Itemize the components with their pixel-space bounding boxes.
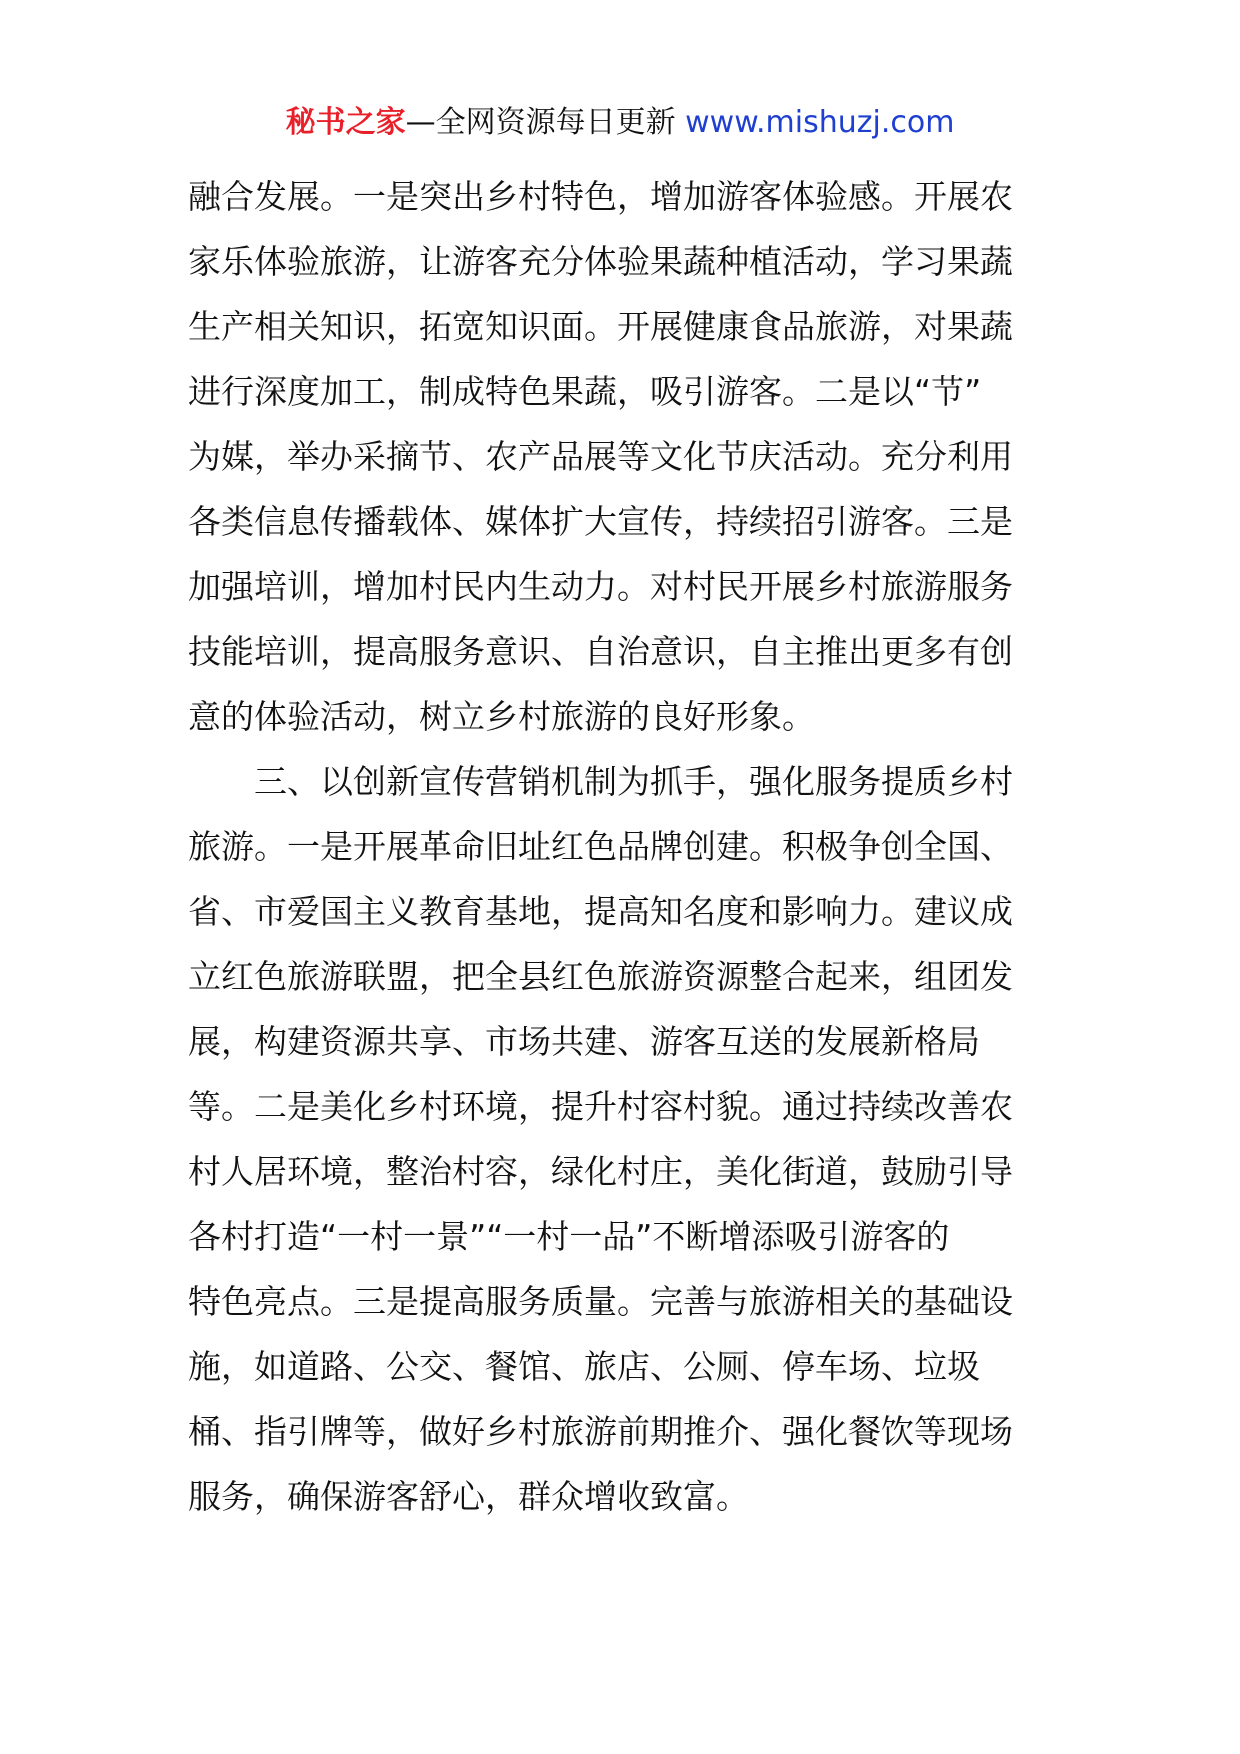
text-line: 加强培训，增加村民内生动力。对村民开展乡村旅游服务 <box>188 567 1013 606</box>
text-line: 省、市爱国主义教育基地，提高知名度和影响力。建议成 <box>188 892 1013 931</box>
text-line: 特色亮点。三是提高服务质量。完善与旅游相关的基础设 <box>188 1282 1013 1321</box>
header-slogan: —全网资源每日更新 <box>405 105 676 140</box>
text-line: 旅游。一是开展革命旧址红色品牌创建。积极争创全国、 <box>188 827 1013 866</box>
text-line: 立红色旅游联盟，把全县红色旅游资源整合起来，组团发 <box>188 957 1013 996</box>
text-line: 服务，确保游客舒心，群众增收致富。 <box>188 1477 749 1516</box>
text-line: 意的体验活动，树立乡村旅游的良好形象。 <box>188 697 815 736</box>
text-line: 村人居环境，整治村容，绿化村庄，美化街道，鼓励引导 <box>188 1152 1013 1191</box>
site-header <box>0 103 1240 143</box>
text-line: 等。二是美化乡村环境，提升村容村貌。通过持续改善农 <box>188 1087 1013 1126</box>
text-line: 家乐体验旅游，让游客充分体验果蔬种植活动，学习果蔬 <box>188 242 1013 281</box>
text-line: 各村打造“一村一景”“一村一品”不断增添吸引游客的 <box>188 1217 950 1256</box>
text-line: 生产相关知识，拓宽知识面。开展健康食品旅游，对果蔬 <box>188 307 1013 346</box>
text-line: 为媒，举办采摘节、农产品展等文化节庆活动。充分利用 <box>188 437 1013 476</box>
text-line: 桶、指引牌等，做好乡村旅游前期推介、强化餐饮等现场 <box>188 1412 1013 1451</box>
paragraph-1 <box>188 164 1068 749</box>
text-line: 各类信息传播载体、媒体扩大宣传，持续招引游客。三是 <box>188 502 1013 541</box>
paragraph-2 <box>188 749 1068 1529</box>
text-line: 技能培训，提高服务意识、自治意识，自主推出更多有创 <box>188 632 1013 671</box>
text-line: 融合发展。一是突出乡村特色，增加游客体验感。开展农 <box>188 177 1013 216</box>
text-line: 展，构建资源共享、市场共建、游客互送的发展新格局 <box>188 1022 980 1061</box>
text-line: 进行深度加工，制成特色果蔬，吸引游客。二是以“节” <box>188 372 982 411</box>
text-line: 施，如道路、公交、餐馆、旅店、公厕、停车场、垃圾 <box>188 1347 980 1386</box>
brand-name: 秘书之家 <box>285 105 406 140</box>
site-url-link[interactable]: www.mishuzj.com <box>685 105 955 140</box>
text-line: 三、以创新宣传营销机制为抓手，强化服务提质乡村 <box>254 762 1013 801</box>
document-body <box>188 164 1068 1529</box>
